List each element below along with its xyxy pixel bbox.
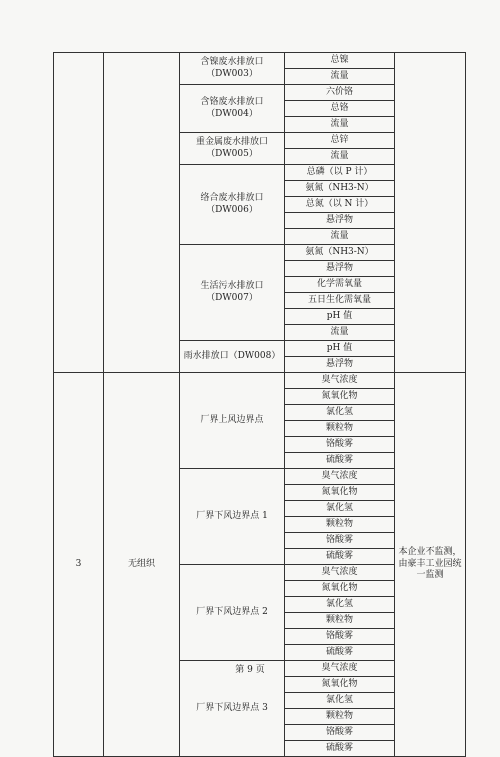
index-cell: 3: [54, 373, 104, 757]
outlet-name: 重金属废水排放口: [195, 136, 268, 147]
item-cell: 颗粒物: [285, 421, 395, 437]
index-cell: [54, 53, 104, 373]
item-cell: 铬酸雾: [285, 533, 395, 549]
item-cell: 铬酸雾: [285, 725, 395, 741]
outlet-name: 络合废水排放口: [200, 192, 264, 203]
item-cell: 颗粒物: [285, 613, 395, 629]
outlet-cell: [180, 85, 285, 133]
item-cell: 氮氧化物: [285, 677, 395, 693]
outlet-name: （DW004）: [206, 108, 258, 119]
outlet-cell: [180, 341, 285, 373]
outlet-name: 雨水排放口（DW008）: [183, 350, 281, 361]
type-cell: [104, 53, 180, 373]
type-cell: 无组织: [104, 373, 180, 757]
outlet-cell: [180, 133, 285, 165]
item-cell: 氮氧化物: [285, 581, 395, 597]
outlet-name: （DW005）: [206, 148, 258, 159]
item-cell: 流量: [285, 325, 395, 341]
page-number: 第 9 页: [235, 665, 265, 675]
item-cell: 氮氧化物: [285, 389, 395, 405]
item-cell: 硫酸雾: [285, 549, 395, 565]
item-cell: 臭气浓度: [285, 373, 395, 389]
item-cell: 悬浮物: [285, 261, 395, 277]
item-cell: 硫酸雾: [285, 453, 395, 469]
table-row: [54, 53, 466, 69]
item-cell: 总镍: [285, 53, 395, 69]
item-cell: pH 值: [285, 341, 395, 357]
item-cell: 颗粒物: [285, 709, 395, 725]
item-cell: 五日生化需氧量: [285, 293, 395, 309]
item-cell: 六价铬: [285, 85, 395, 101]
item-cell: 氨氮（NH3-N）: [285, 181, 395, 197]
outlet-name: 含镍废水排放口: [200, 56, 264, 67]
table-row: [54, 373, 466, 389]
note-cell: [395, 53, 466, 373]
item-cell: 铬酸雾: [285, 629, 395, 645]
item-cell: 悬浮物: [285, 213, 395, 229]
outlet-cell: [180, 165, 285, 245]
outlet-name: 生活污水排放口: [200, 280, 264, 291]
point-cell: 厂界下风边界点 2: [180, 565, 285, 661]
monitoring-table: [53, 52, 466, 757]
item-cell: 臭气浓度: [285, 469, 395, 485]
item-cell: 氯化氢: [285, 501, 395, 517]
outlet-cell: [180, 245, 285, 341]
item-cell: 流量: [285, 149, 395, 165]
point-cell: 厂界上风边界点: [180, 373, 285, 469]
item-cell: 悬浮物: [285, 357, 395, 373]
outlet-name: （DW007）: [206, 292, 258, 303]
item-cell: 总氮（以 N 计）: [285, 197, 395, 213]
outlet-cell: [180, 53, 285, 85]
item-cell: 硫酸雾: [285, 741, 395, 757]
item-cell: 颗粒物: [285, 517, 395, 533]
item-cell: 硫酸雾: [285, 645, 395, 661]
item-cell: 氯化氢: [285, 597, 395, 613]
item-cell: 铬酸雾: [285, 437, 395, 453]
item-cell: 化学需氧量: [285, 277, 395, 293]
item-cell: 流量: [285, 69, 395, 85]
outlet-name: （DW003）: [206, 68, 258, 79]
outlet-name: 含铬废水排放口: [200, 96, 264, 107]
item-cell: 流量: [285, 229, 395, 245]
point-cell: 厂界下风边界点 1: [180, 469, 285, 565]
point-cell: 厂界下风边界点 3: [180, 661, 285, 757]
item-cell: 氯化氢: [285, 405, 395, 421]
item-cell: 总铬: [285, 101, 395, 117]
item-cell: 总磷（以 P 计）: [285, 165, 395, 181]
item-cell: 臭气浓度: [285, 661, 395, 677]
item-cell: 总锌: [285, 133, 395, 149]
item-cell: 流量: [285, 117, 395, 133]
note-cell: 本企业不监测，由豪丰工业园统一监测: [395, 373, 466, 757]
item-cell: 氨氮（NH3-N）: [285, 245, 395, 261]
item-cell: 臭气浓度: [285, 565, 395, 581]
outlet-name: （DW006）: [206, 204, 258, 215]
item-cell: 氯化氢: [285, 693, 395, 709]
item-cell: pH 值: [285, 309, 395, 325]
item-cell: 氮氧化物: [285, 485, 395, 501]
